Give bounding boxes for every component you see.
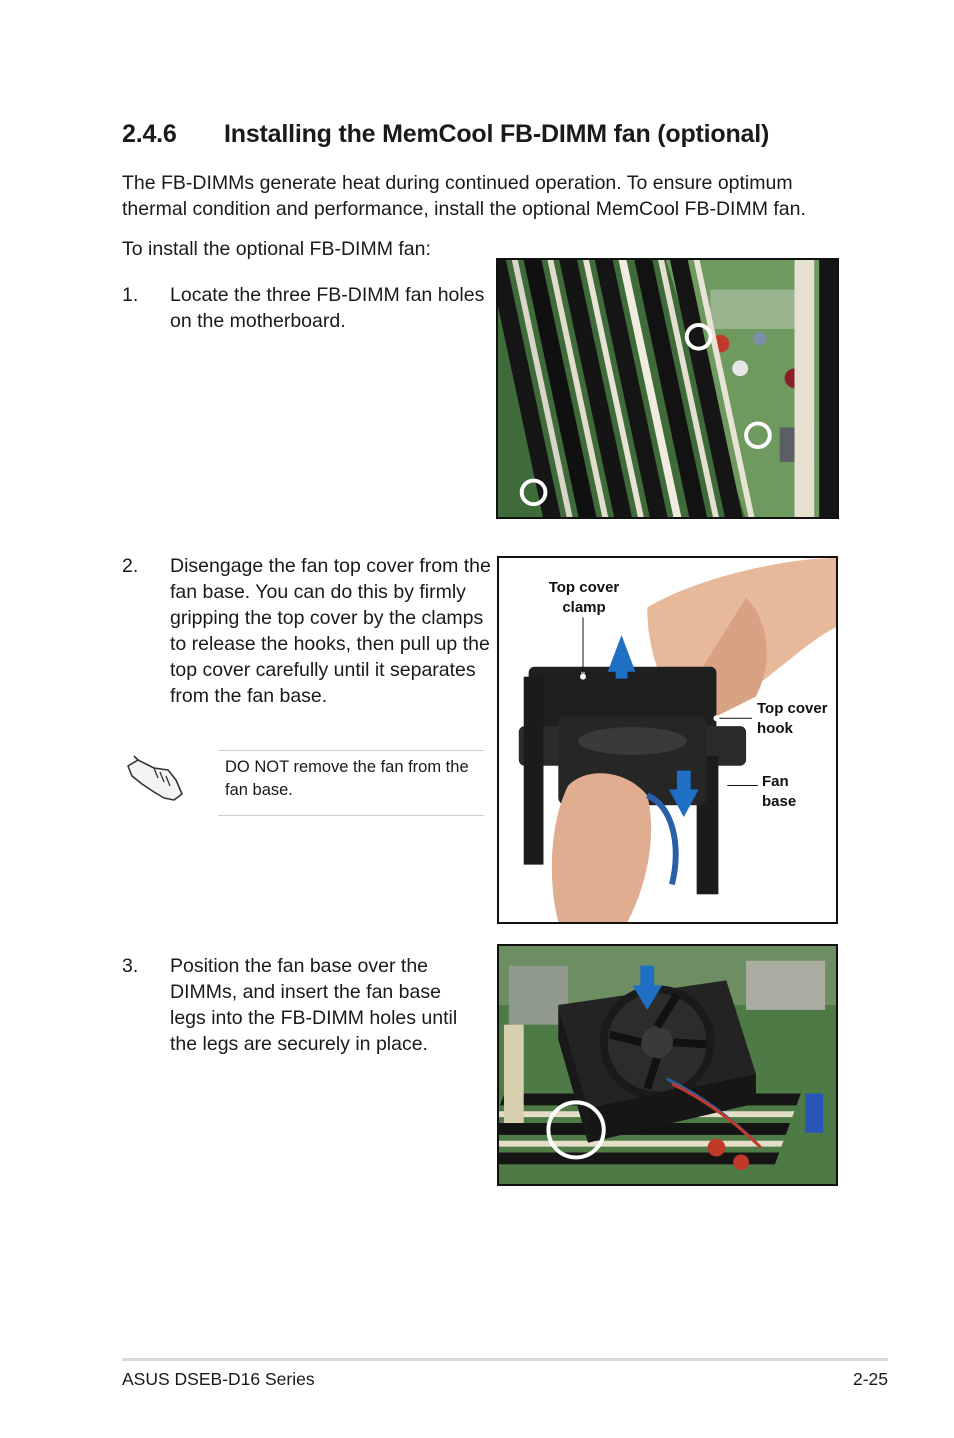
note-text	[225, 756, 487, 802]
note-line: DO NOT remove the fan from the	[225, 758, 469, 776]
step-line: Position the fan base over the	[170, 955, 429, 977]
step-1	[122, 282, 492, 342]
fan-installed-illustration	[499, 946, 836, 1184]
callout-top-cover-hook: Top cover hook	[757, 700, 828, 737]
step-line: fan base. You can do this by firmly	[170, 581, 466, 603]
step-text	[170, 953, 457, 1057]
step-line: Disengage the fan top cover from the	[170, 555, 491, 577]
lead-in-text: To install the optional FB-DIMM fan:	[122, 238, 431, 260]
note-line: fan base.	[225, 781, 293, 799]
step-2	[122, 553, 494, 713]
callout-fan-base: Fan base	[762, 773, 797, 810]
step-line: from the fan base.	[170, 685, 328, 707]
hand-pointing-icon	[124, 754, 186, 806]
motherboard-illustration	[498, 260, 837, 517]
step-line: the legs are securely in place.	[170, 1033, 428, 1055]
section-number: 2.4.6	[122, 120, 177, 148]
intro-paragraph	[122, 170, 842, 222]
step-line: DIMMs, and insert the fan base	[170, 981, 441, 1003]
section-heading	[122, 120, 769, 149]
step-line: on the motherboard.	[170, 310, 346, 332]
step-number: 2.	[122, 555, 139, 577]
step-text	[170, 553, 491, 709]
section-title: Installing the MemCool FB-DIMM fan (optional)	[224, 120, 770, 148]
step-line: top cover carefully until it separates	[170, 659, 476, 681]
intro-line: The FB-DIMMs generate heat during continued operation. To ensure optimum	[122, 172, 793, 194]
footer-product-name: ASUS DSEB-D16 Series	[122, 1369, 315, 1389]
step-line: legs into the FB-DIMM holes until	[170, 1007, 458, 1029]
callout-top-cover-clamp: Top cover clamp	[548, 579, 620, 616]
footer-divider	[122, 1358, 888, 1361]
step-3	[122, 953, 494, 1063]
step-number: 3.	[122, 955, 139, 977]
footer-page-number: 2-25	[852, 1369, 888, 1389]
step-line: Locate the three FB-DIMM fan holes	[170, 284, 485, 306]
step-line: to release the hooks, then pull up the	[170, 633, 490, 655]
fan-installed-photo	[497, 944, 838, 1186]
step-number: 1.	[122, 284, 139, 306]
step-text	[170, 282, 484, 334]
motherboard-dimm-photo	[496, 258, 839, 519]
step-line: gripping the top cover by the clamps	[170, 607, 484, 629]
intro-line: thermal condition and performance, install the optional MemCool FB-DIMM fan.	[122, 198, 806, 220]
